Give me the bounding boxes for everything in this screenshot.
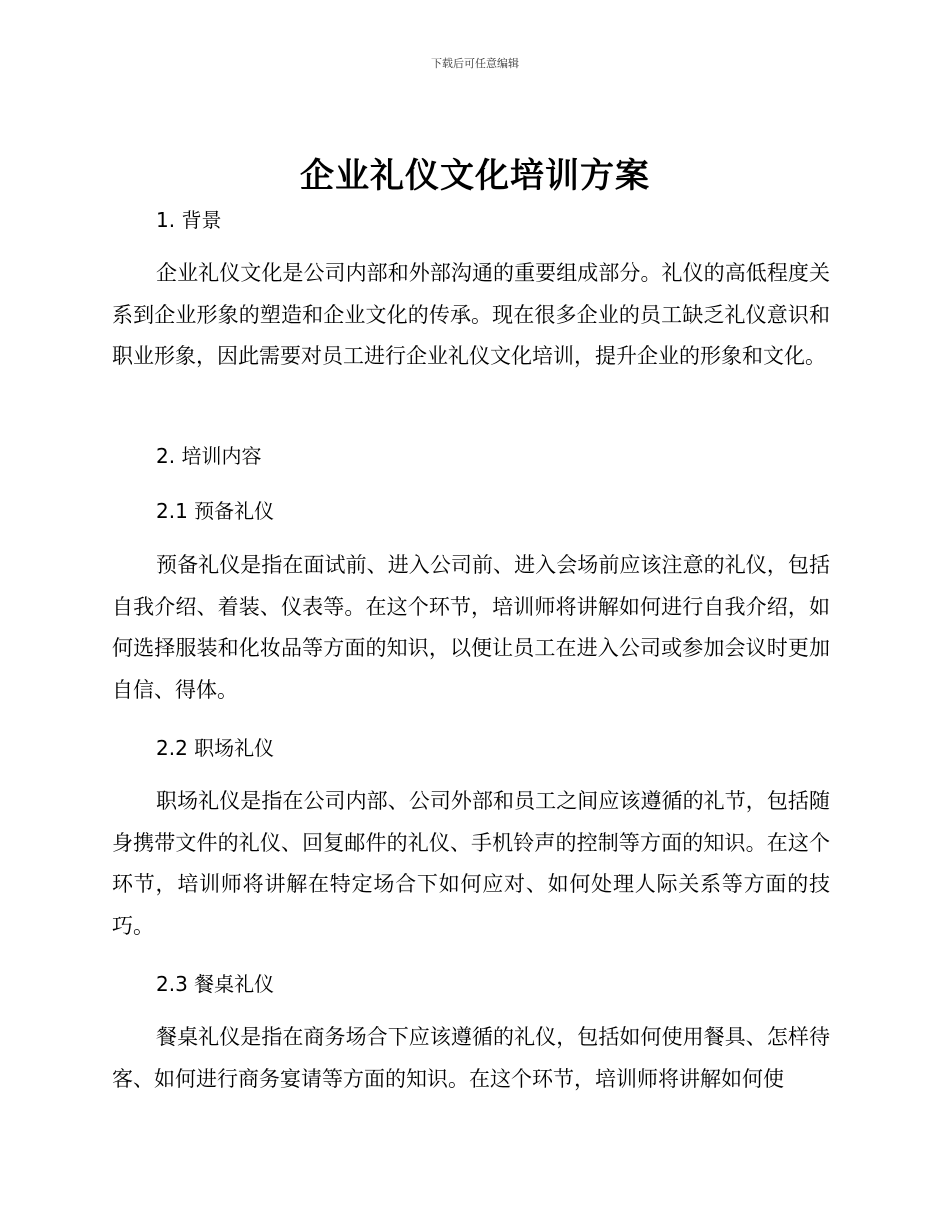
subsection-heading-dining: 2.3 餐桌礼仪 bbox=[156, 972, 275, 996]
paragraph-workplace: 职场礼仪是指在公司内部、公司外部和员工之间应该遵循的礼节，包括随身携带文件的礼仪、回复邮件的礼仪、手机铃声的控制等方面的知识。在这个环节，培训师将讲解在特定场合下如何应对、如何处理人际关系等方面的技巧。 bbox=[112, 789, 830, 938]
document-title: 企业礼仪文化培训方案 bbox=[300, 156, 650, 196]
subsection-heading-workplace: 2.2 职场礼仪 bbox=[156, 736, 275, 760]
section-heading-background: 1. 背景 bbox=[156, 208, 222, 232]
paragraph-dining: 餐桌礼仪是指在商务场合下应该遵循的礼仪，包括如何使用餐具、怎样待客、如何进行商务宴请等方面的知识。在这个环节，培训师将讲解如何使 bbox=[112, 1025, 830, 1091]
header-note: 下载后可任意编辑 bbox=[431, 57, 519, 70]
subsection-heading-prep: 2.1 预备礼仪 bbox=[156, 499, 275, 523]
section-heading-training: 2. 培训内容 bbox=[156, 444, 262, 468]
paragraph-prep: 预备礼仪是指在面试前、进入公司前、进入会场前应该注意的礼仪，包括自我介绍、着装、仪表等。在这个环节，培训师将讲解如何进行自我介绍，如何选择服装和化妆品等方面的知识，以便让员工在进入公司或参加会议时更加自信、得体。 bbox=[112, 553, 830, 702]
paragraph-background: 企业礼仪文化是公司内部和外部沟通的重要组成部分。礼仪的高低程度关系到企业形象的塑造和企业文化的传承。现在很多企业的员工缺乏礼仪意识和职业形象，因此需要对员工进行企业礼仪文化培训，提升企业的形象和文化。 bbox=[112, 261, 830, 368]
